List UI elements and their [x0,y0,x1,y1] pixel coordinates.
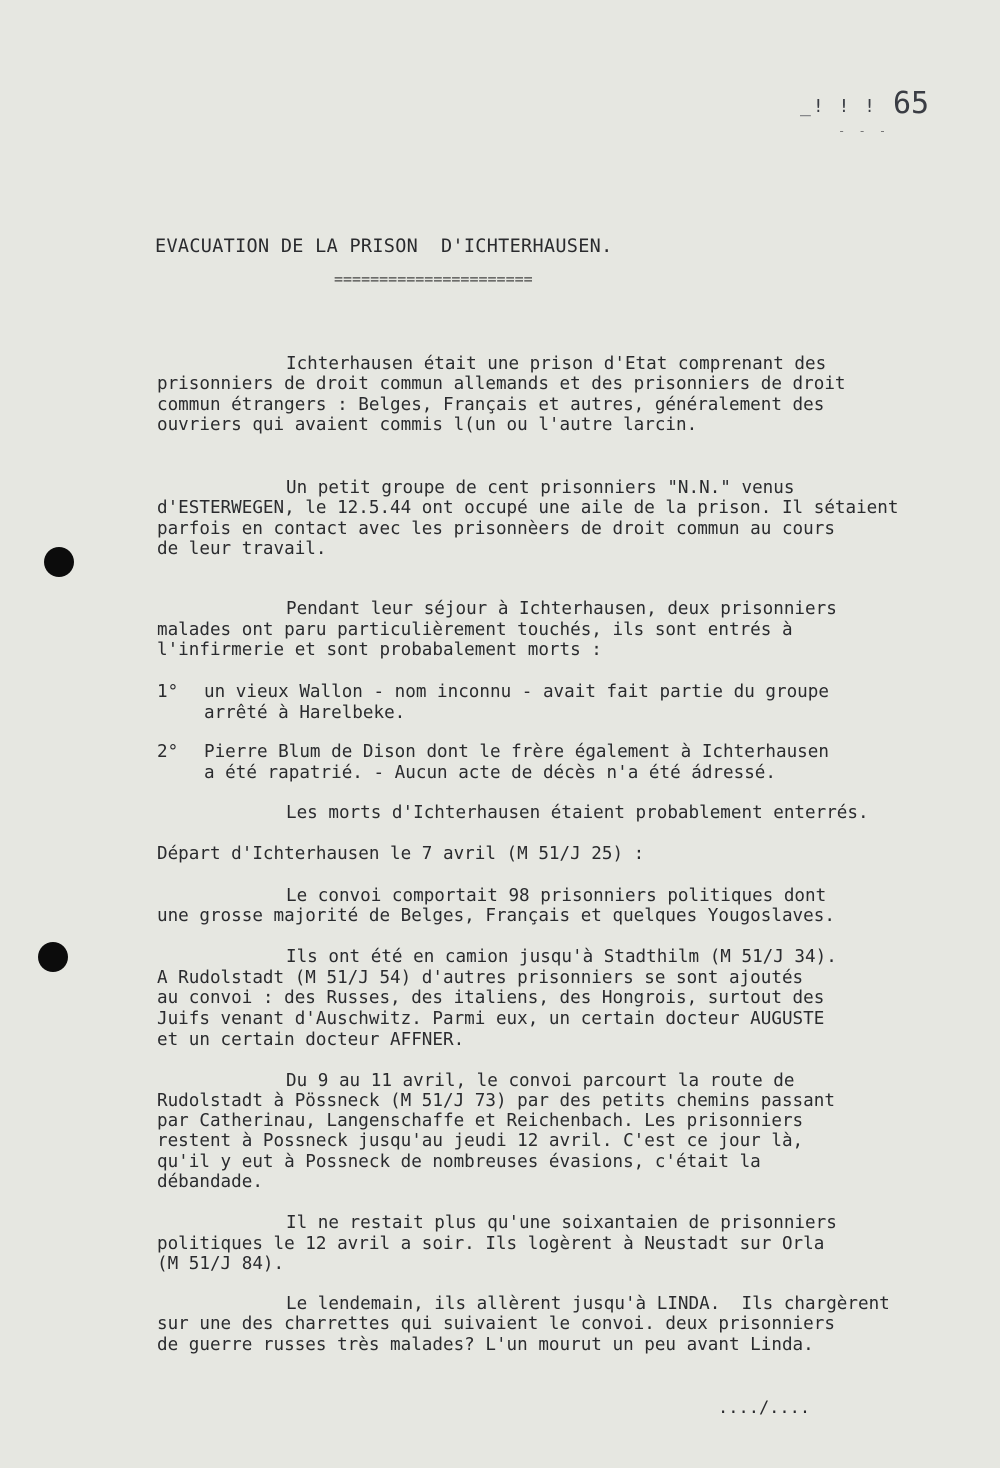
paragraph-8-line-2: Rudolstadt à Pössneck (M 51/J 73) par des petits chemins passant [157,1091,835,1111]
paragraph-6-line-1: Le convoi comportait 98 prisonniers politiques dont [286,886,827,906]
paragraph-10-line-3: de guerre russes très malades? L'un mourut un peu avant Linda. [157,1335,814,1355]
paragraph-3-line-1: Pendant leur séjour à Ichterhausen, deux prisonniers [286,599,837,619]
paragraph-1-line-3: commun étrangers : Belges, Français et autres, généralement des [157,395,825,415]
archive-stamp: _! ! ! [800,96,878,117]
stamp-dashes: - - - [838,124,890,138]
item-2-line-1: Pierre Blum de Dison dont le frère également à Ichterhausen [204,742,829,762]
item-2-label: 2° [157,742,179,762]
paragraph-5: Départ d'Ichterhausen le 7 avril (M 51/J 25) : [157,844,645,864]
paragraph-4: Les morts d'Ichterhausen étaient probablement enterrés. [286,803,869,823]
paragraph-7-line-5: et un certain docteur AFFNER. [157,1030,465,1050]
paragraph-8-line-6: débandade. [157,1172,263,1192]
item-2-line-2: a été rapatrié. - Aucun acte de décès n'a été ádressé. [204,763,776,783]
paragraph-6-line-2: une grosse majorité de Belges, Français et quelques Yougoslaves. [157,906,835,926]
paragraph-9-line-2: politiques le 12 avril a soir. Ils logèrent à Neustadt sur Orla [157,1234,825,1254]
paragraph-8-line-3: par Catherinau, Langenschaffe et Reichenbach. Les prisonniers [157,1111,804,1131]
paragraph-9-line-1: Il ne restait plus qu'une soixantaien de prisonniers [286,1213,837,1233]
paragraph-7-line-2: A Rudolstadt (M 51/J 54) d'autres prisonniers se sont ajoutés [157,968,804,988]
paragraph-8-line-4: restent à Possneck jusqu'au jeudi 12 avril. C'est ce jour là, [157,1131,804,1151]
paragraph-3-line-3: l'infirmerie et sont probabalement morts : [157,640,602,660]
punch-hole-bottom [38,942,68,972]
punch-hole-top [44,547,74,577]
title-underline: ====================== [334,270,533,288]
paragraph-7-line-1: Ils ont été en camion jusqu'à Stadthilm (M 51/J 34). [286,947,837,967]
paragraph-2-line-1: Un petit groupe de cent prisonniers "N.N." venus [286,478,795,498]
paragraph-3-line-2: malades ont paru particulièrement touchés, ils sont entrés à [157,620,793,640]
paragraph-2-line-2: d'ESTERWEGEN, le 12.5.44 ont occupé une aile de la prison. Il sétaient [157,498,899,518]
paragraph-2-line-4: de leur travail. [157,539,327,559]
paragraph-2-line-3: parfois en contact avec les prisonnèers de droit commun au cours [157,519,835,539]
document-title: EVACUATION DE LA PRISON D'ICHTERHAUSEN. [155,236,613,257]
paragraph-1-line-4: ouvriers qui avaient commis l(un ou l'autre larcin. [157,415,698,435]
page-number: 65 [893,86,930,121]
paragraph-1-line-1: Ichterhausen était une prison d'Etat comprenant des [286,354,827,374]
item-1-label: 1° [157,682,179,702]
paragraph-10-line-1: Le lendemain, ils allèrent jusqu'à LINDA. Ils chargèrent [286,1294,890,1314]
paragraph-8-line-1: Du 9 au 11 avril, le convoi parcourt la route de [286,1071,795,1091]
paragraph-7-line-4: Juifs venant d'Auschwitz. Parmi eux, un certain docteur AUGUSTE [157,1009,825,1029]
paragraph-8-line-5: qu'il y eut à Possneck de nombreuses évasions, c'était la [157,1152,761,1172]
paragraph-7-line-3: au convoi : des Russes, des italiens, des Hongrois, surtout des [157,988,825,1008]
paragraph-10-line-2: sur une des charrettes qui suivaient le convoi. deux prisonniers [157,1314,835,1334]
paragraph-1-line-2: prisonniers de droit commun allemands et des prisonniers de droit [157,374,846,394]
paragraph-9-line-3: (M 51/J 84). [157,1254,285,1274]
continuation-mark: ..../.... [718,1398,811,1418]
item-1-line-1: un vieux Wallon - nom inconnu - avait fait partie du groupe [204,682,829,702]
item-1-line-2: arrêté à Harelbeke. [204,703,406,723]
